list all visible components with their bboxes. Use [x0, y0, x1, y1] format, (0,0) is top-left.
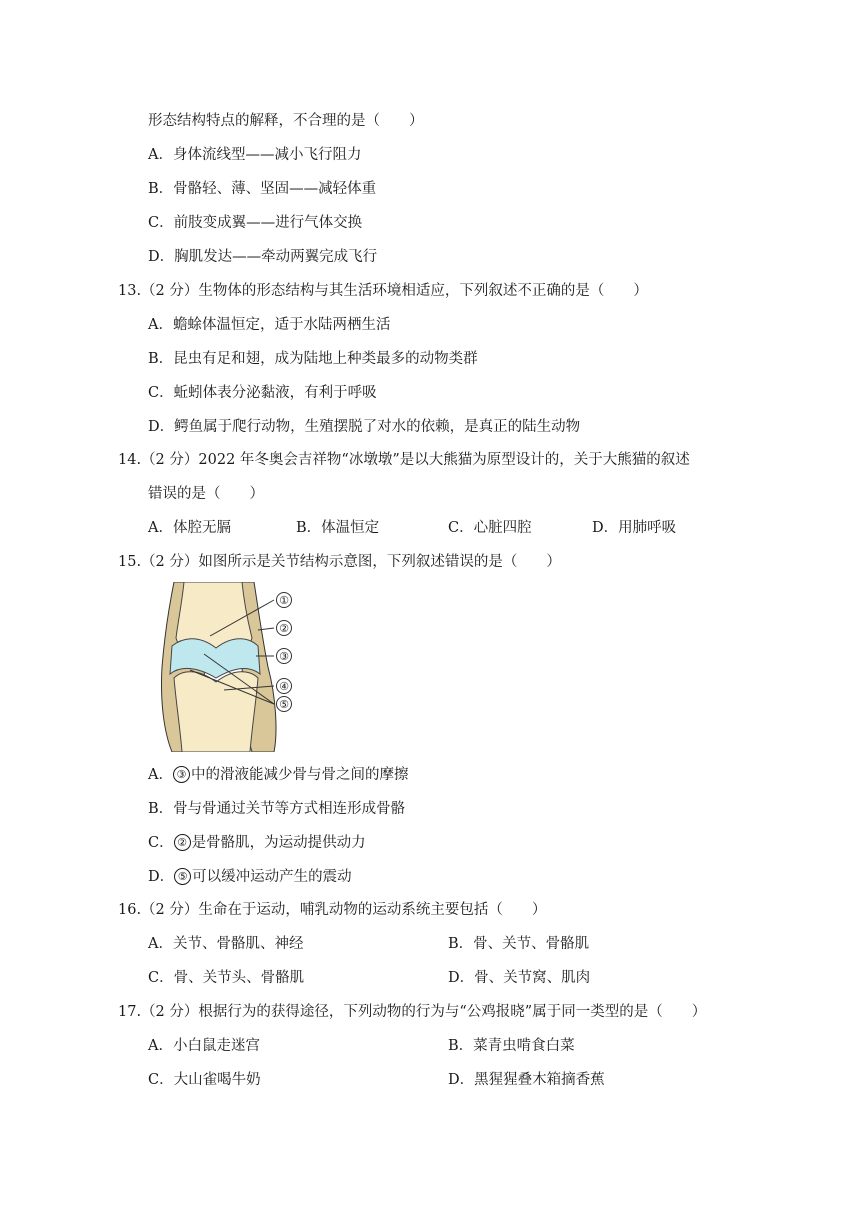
- q12-stem-continuation: 形态结构特点的解释，不合理的是（ ）: [148, 113, 424, 129]
- option-text: 中的滑液能减少骨与骨之间的摩擦: [190, 767, 409, 783]
- q14-stem: 14.（2 分）2022 年冬奥会吉祥物“冰墩墩”是以大熊猫为原型设计的，关于大熊猫的叙述: [118, 452, 690, 468]
- figure-label-2: ②: [279, 622, 289, 635]
- figure-label-4: ④: [279, 680, 289, 693]
- q13-option-d[interactable]: D．鳄鱼属于爬行动物，生殖摆脱了对水的依赖，是真正的陆生动物: [148, 419, 581, 435]
- option-letter: C．: [148, 835, 174, 851]
- q15-option-a[interactable]: [148, 765, 408, 785]
- figure-label-3: ③: [279, 650, 289, 663]
- q15-stem: 15.（2 分）如图所示是关节结构示意图，下列叙述错误的是（ ）: [118, 554, 561, 570]
- figure-label-5: ⑤: [279, 698, 289, 711]
- q14-stem-continuation: 错误的是（ ）: [148, 486, 264, 502]
- q16-option-b[interactable]: B．骨、关节、骨骼肌: [448, 936, 590, 952]
- q15-option-d[interactable]: [148, 867, 352, 887]
- q16-option-d[interactable]: D．骨、关节窝、肌肉: [448, 970, 591, 986]
- q13-stem: 13.（2 分）生物体的形态结构与其生活环境相适应，下列叙述不正确的是（ ）: [118, 283, 648, 299]
- q17-option-a[interactable]: A．小白鼠走迷宫: [148, 1038, 260, 1054]
- q12-option-c[interactable]: C．前肢变成翼——进行气体交换: [148, 215, 363, 231]
- option-letter: B．: [148, 801, 174, 817]
- q16-stem: 16.（2 分）生命在于运动，哺乳动物的运动系统主要包括（ ）: [118, 902, 547, 918]
- option-text: 可以缓冲运动产生的震动: [192, 869, 352, 885]
- circled-number-5: ⑤: [174, 868, 191, 885]
- q12-option-a[interactable]: A．身体流线型——减小飞行阻力: [148, 147, 362, 163]
- q14-option-b[interactable]: B．体温恒定: [296, 520, 380, 536]
- option-text: 是骨骼肌，为运动提供动力: [191, 835, 366, 851]
- q13-option-b[interactable]: B．昆虫有足和翅，成为陆地上种类最多的动物类群: [148, 351, 478, 367]
- q15-option-b[interactable]: [148, 799, 405, 819]
- q16-option-c[interactable]: C．骨、关节头、骨骼肌: [148, 970, 305, 986]
- q12-option-b[interactable]: B．骨骼轻、薄、坚固——减轻体重: [148, 181, 377, 197]
- q17-option-c[interactable]: C．大山雀喝牛奶: [148, 1072, 261, 1088]
- option-text: 骨与骨通过关节等方式相连形成骨骼: [173, 801, 406, 817]
- q17-option-d[interactable]: D．黑猩猩叠木箱摘香蕉: [448, 1072, 605, 1088]
- circled-number-3: ③: [173, 766, 190, 783]
- circled-number-2: ②: [174, 834, 191, 851]
- q17-option-b[interactable]: B．菜青虫啃食白菜: [448, 1038, 575, 1054]
- q12-option-d[interactable]: D．胸肌发达——牵动两翼完成飞行: [148, 249, 378, 265]
- figure-label-1: ①: [279, 594, 289, 607]
- q16-option-a[interactable]: A．关节、骨骼肌、神经: [148, 936, 304, 952]
- q13-option-c[interactable]: C．蚯蚓体表分泌黏液，有利于呼吸: [148, 385, 377, 401]
- q14-option-c[interactable]: C．心脏四腔: [448, 520, 532, 536]
- q13-option-a[interactable]: A．蟾蜍体温恒定，适于水陆两栖生活: [148, 317, 391, 333]
- q17-stem: 17.（2 分）根据行为的获得途径，下列动物的行为与“公鸡报晓”属于同一类型的是（ ）: [118, 1004, 707, 1020]
- joint-structure-figure: [146, 582, 306, 752]
- q14-option-d[interactable]: D．用肺呼吸: [592, 520, 677, 536]
- option-letter: A．: [148, 767, 173, 783]
- q14-option-a[interactable]: A．体腔无膈: [148, 520, 231, 536]
- option-letter: D．: [148, 869, 175, 885]
- q15-option-c[interactable]: [148, 833, 366, 853]
